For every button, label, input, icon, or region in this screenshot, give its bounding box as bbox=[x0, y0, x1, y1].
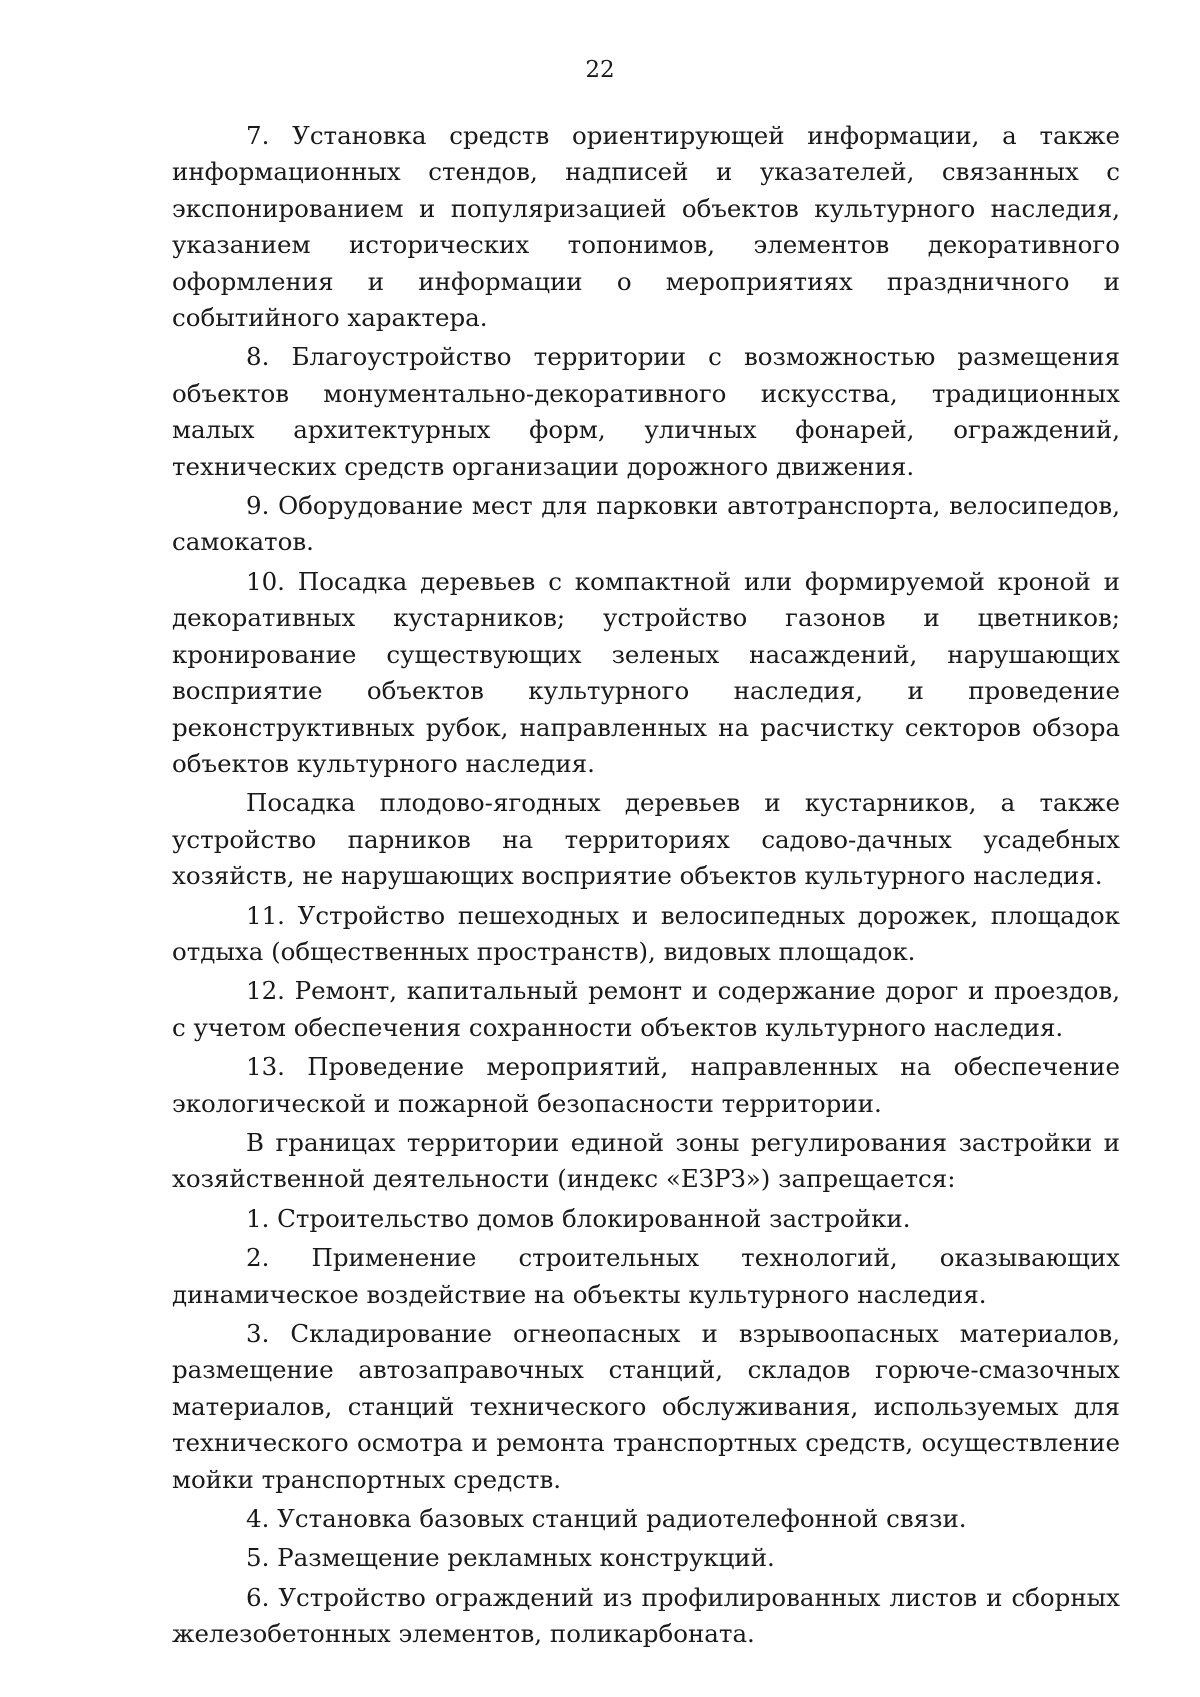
prohibition-item-5: 5. Размещение рекламных конструкций. bbox=[246, 1543, 775, 1573]
paragraph-prohibitions-intro: В границах территории единой зоны регулирования застройки и хозяйственной деятельности (индекс «ЕЗРЗ») запрещается: bbox=[172, 1127, 1120, 1194]
paragraph-item-8: 8. Благоустройство территории с возможностью размещения объектов монументально-декоративного искусства, традиционных малых архитектурных форм, уличных фонарей, ограждений, технических средств организации дорожного движения. bbox=[172, 342, 1120, 481]
paragraph-item-12: 12. Ремонт, капитальный ремонт и содержание дорог и проездов, с учетом обеспечения сохранности объектов культурного наследия. bbox=[172, 976, 1120, 1042]
paragraph-item-9: 9. Оборудование мест для парковки автотранспорта, велосипедов, самокатов. bbox=[172, 491, 1120, 557]
prohibition-item-3: 3. Складирование огнеопасных и взрывоопасных материалов, размещение автозаправочных станций, складов горюче-смазочных материалов, станций технического обслуживания, используемых для технического осмотра и ремонта транспортных средств, осуществление мойки транспортных средств. bbox=[172, 1319, 1120, 1494]
paragraph-item-11: 11. Устройство пешеходных и велосипедных дорожек, площадок отдыха (общественных пространств), видовых площадок. bbox=[172, 900, 1120, 966]
prohibition-item-1: 1. Строительство домов блокированной застройки. bbox=[246, 1203, 911, 1233]
page-number: 22 bbox=[585, 57, 615, 83]
paragraph-item-7: 7. Установка средств ориентирующей информации, а также информационных стендов, надписей и указателей, связанных с экспонированием и популяризацией объектов культурного наследия, указанием исторических топонимов, элементов декоративного оформления и информации о мероприятиях праздничного и событийного характера. bbox=[172, 121, 1120, 333]
paragraph-item-10: 10. Посадка деревьев с компактной или формируемой кроной и декоративных кустарников; устройство газонов и цветников; кронирование существующих зеленых насаждений, нарушающих восприятие объектов культурного наследия, и проведение реконструктивных рубок, направленных на расчистку секторов обзора объектов культурного наследия. bbox=[172, 566, 1120, 778]
paragraph-fruit-planting: Посадка плодово-ягодных деревьев и кустарников, а также устройство парников на территориях садово-дачных усадебных хозяйств, не нарушающих восприятие объектов культурного наследия. bbox=[172, 788, 1120, 891]
document-body bbox=[172, 118, 1120, 1656]
prohibition-item-4: 4. Установка базовых станций радиотелефонной связи. bbox=[246, 1504, 967, 1534]
prohibition-item-6: 6. Устройство ограждений из профилированных листов и сборных железобетонных элементов, поликарбоната. bbox=[172, 1582, 1120, 1649]
prohibition-item-2: 2. Применение строительных технологий, оказывающих динамическое воздействие на объекты культурного наследия. bbox=[172, 1243, 1120, 1309]
paragraph-item-13: 13. Проведение мероприятий, направленных на обеспечение экологической и пожарной безопасности территории. bbox=[172, 1052, 1120, 1118]
